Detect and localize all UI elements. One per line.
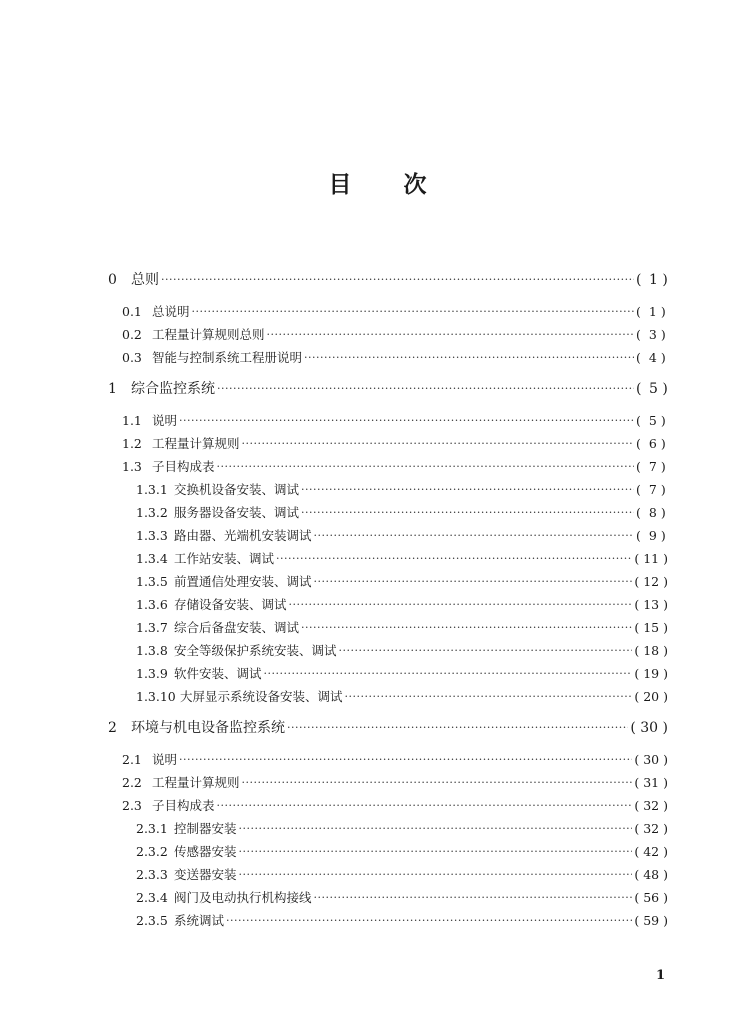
toc-entry-title: 工程量计算规则: [152, 436, 240, 451]
toc-page-ref: ( 56 ): [634, 888, 668, 908]
toc-page-number: 15: [643, 620, 660, 635]
toc-page-number: 30: [640, 720, 659, 736]
toc-section: [122, 457, 668, 477]
toc-entry-number: 2: [108, 720, 117, 736]
toc-leader-dots: [345, 687, 633, 707]
toc-entry-number: 1.3.9: [136, 666, 168, 681]
toc-page-number: 12: [643, 574, 660, 589]
toc-page-number: 18: [643, 643, 660, 658]
toc-entry-title: 阀门及电动执行机构接线: [174, 890, 312, 905]
toc-page-number: 42: [643, 844, 660, 859]
toc-page-number: 20: [643, 689, 660, 704]
toc-entry-number: 0.3: [122, 350, 142, 365]
toc-page-ref: ( 5 ): [636, 381, 668, 397]
toc-section: [122, 434, 668, 454]
toc-entry-title: 总说明: [152, 304, 190, 319]
toc-page-ref: ( 4 ): [636, 348, 668, 368]
toc-page-number: 13: [643, 597, 660, 612]
toc-leader-dots: [264, 664, 633, 684]
toc-leader-dots: [314, 526, 634, 546]
title-char: 次: [403, 171, 427, 198]
toc-entry-number: 0.1: [122, 304, 142, 319]
toc-page-number: 7: [648, 482, 657, 497]
toc-entry-title: 服务器设备安装、调试: [174, 505, 300, 520]
toc-entry-number: 1.3.10: [136, 689, 176, 704]
toc-section: [122, 750, 668, 770]
toc-section: [122, 773, 668, 793]
toc-chapter: [108, 718, 668, 738]
toc-entry-number: 2.3.5: [136, 913, 168, 928]
toc-page-ref: ( 11 ): [634, 549, 668, 569]
toc-section: [122, 325, 668, 345]
toc-page-ref: ( 8 ): [636, 503, 668, 523]
toc-subsection: [136, 911, 668, 931]
toc-entry-title: 传感器安装: [174, 844, 237, 859]
toc-entry-title: 系统调试: [174, 913, 225, 928]
toc-page-number: 48: [643, 867, 660, 882]
toc-leader-dots: [239, 842, 633, 862]
toc-leader-dots: [217, 379, 634, 399]
toc-section: [122, 411, 668, 431]
toc-entry-title: 交换机设备安装、调试: [174, 482, 300, 497]
toc-leader-dots: [239, 819, 633, 839]
toc-entry-number: 1.3.8: [136, 643, 168, 658]
toc-page-number: 56: [643, 890, 660, 905]
toc-leader-dots: [339, 641, 633, 661]
toc-entry-number: 1.1: [122, 413, 142, 428]
toc-page-ref: ( 7 ): [636, 480, 668, 500]
toc-leader-dots: [239, 865, 633, 885]
toc-entry-title: 存储设备安装、调试: [174, 597, 287, 612]
toc-leader-dots: [301, 503, 634, 523]
toc-entry-title: 安全等级保护系统安装、调试: [174, 643, 337, 658]
toc-entry-title: 软件安装、调试: [174, 666, 262, 681]
toc-page-ref: ( 31 ): [634, 773, 668, 793]
toc-page-number: 7: [648, 459, 657, 474]
toc-entry-number: 2.3.3: [136, 867, 168, 882]
toc-page-number: 19: [643, 666, 660, 681]
toc-entry-title: 总则: [131, 272, 159, 288]
toc-page-number: 32: [643, 798, 660, 813]
toc-subsection: [136, 888, 668, 908]
toc-entry-title: 控制器安装: [174, 821, 237, 836]
toc-section: [122, 302, 668, 322]
toc-subsection: [136, 480, 668, 500]
toc-entry-number: 2.1: [122, 752, 142, 767]
toc-entry-title: 综合监控系统: [131, 381, 215, 397]
toc-page-number: 3: [648, 327, 657, 342]
toc-section: [122, 348, 668, 368]
toc-entry-number: 0: [108, 272, 117, 288]
toc-page-ref: ( 59 ): [634, 911, 668, 931]
toc-subsection: [136, 526, 668, 546]
toc-leader-dots: [304, 348, 634, 368]
toc-page-ref: ( 13 ): [634, 595, 668, 615]
toc-leader-dots: [289, 595, 633, 615]
toc-entry-number: 1: [108, 381, 117, 397]
toc-entry-number: 2.3.2: [136, 844, 168, 859]
toc-entry-number: 2.3: [122, 798, 142, 813]
toc-page-ref: ( 12 ): [634, 572, 668, 592]
toc-leader-dots: [276, 549, 632, 569]
toc-entry-title: 变送器安装: [174, 867, 237, 882]
toc-leader-dots: [242, 773, 633, 793]
toc-page-ref: ( 48 ): [634, 865, 668, 885]
toc-entry-title: 环境与机电设备监控系统: [131, 720, 285, 736]
toc-subsection: [136, 664, 668, 684]
toc-page-ref: ( 5 ): [636, 411, 668, 431]
toc-entry-title: 工作站安装、调试: [174, 551, 275, 566]
toc-entry-title: 工程量计算规则总则: [152, 327, 265, 342]
toc-page-number: 8: [648, 505, 657, 520]
toc-page-number: 5: [648, 413, 657, 428]
toc-subsection: [136, 641, 668, 661]
toc-subsection: [136, 595, 668, 615]
toc-subsection: [136, 549, 668, 569]
toc-entry-number: 1.3.6: [136, 597, 168, 612]
toc-page-ref: ( 7 ): [636, 457, 668, 477]
toc-entry-title: 前置通信处理安装、调试: [174, 574, 312, 589]
toc-page-number: 31: [643, 775, 660, 790]
toc-entry-title: 说明: [152, 752, 178, 767]
toc-subsection: [136, 819, 668, 839]
toc-page-number: 6: [648, 436, 657, 451]
toc-page-ref: ( 3 ): [636, 325, 668, 345]
toc-leader-dots: [301, 480, 634, 500]
toc-entry-title: 路由器、光端机安装调试: [174, 528, 312, 543]
toc-page-number: 5: [649, 381, 658, 397]
toc-entry-number: 2.3.1: [136, 821, 168, 836]
toc-entry-number: 1.3.4: [136, 551, 168, 566]
toc-leader-dots: [301, 618, 632, 638]
toc-leader-dots: [226, 911, 632, 931]
toc-entry-number: 1.3: [122, 459, 142, 474]
toc-entry-number: 1.3.1: [136, 482, 168, 497]
toc-page-ref: ( 32 ): [634, 819, 668, 839]
toc-page-ref: ( 20 ): [634, 687, 668, 707]
toc-entry-title: 子目构成表: [152, 459, 215, 474]
toc-page-number: 30: [643, 752, 660, 767]
toc-leader-dots: [267, 325, 634, 345]
toc-chapter: [108, 379, 668, 399]
toc-entry-number: 0.2: [122, 327, 142, 342]
toc-page-number: 1: [649, 272, 658, 288]
toc-chapter: [108, 270, 668, 290]
toc-page-ref: ( 19 ): [634, 664, 668, 684]
toc-subsection: [136, 865, 668, 885]
toc-entry-title: 子目构成表: [152, 798, 215, 813]
toc-page-ref: ( 1 ): [636, 302, 668, 322]
toc-entry-number: 1.2: [122, 436, 142, 451]
toc-entry-title: 工程量计算规则: [152, 775, 240, 790]
toc-subsection: [136, 618, 668, 638]
toc-leader-dots: [161, 270, 634, 290]
toc-leader-dots: [314, 572, 633, 592]
toc-page-number: 1: [648, 304, 657, 319]
toc-entry-title: 说明: [152, 413, 178, 428]
toc-subsection: [136, 842, 668, 862]
toc-leader-dots: [179, 411, 634, 431]
toc-entry-number: 2.2: [122, 775, 142, 790]
toc-subsection: [136, 503, 668, 523]
toc-leader-dots: [287, 718, 628, 738]
toc-entry-title: 智能与控制系统工程册说明: [152, 350, 303, 365]
title-char: 目: [328, 171, 352, 198]
toc-page-number: 32: [643, 821, 660, 836]
toc-entry-title: 综合后备盘安装、调试: [174, 620, 300, 635]
toc-page-ref: ( 42 ): [634, 842, 668, 862]
toc-page-number: 59: [643, 913, 660, 928]
toc-page-ref: ( 6 ): [636, 434, 668, 454]
toc-entry-number: 1.3.7: [136, 620, 168, 635]
toc-page-number: 11: [643, 551, 660, 566]
toc-leader-dots: [242, 434, 634, 454]
toc-entry-number: 1.3.5: [136, 574, 168, 589]
toc-page-ref: ( 1 ): [636, 272, 668, 288]
toc-entry-number: 1.3.3: [136, 528, 168, 543]
toc-entry-number: 1.3.2: [136, 505, 168, 520]
toc-page-ref: ( 30 ): [630, 720, 668, 736]
toc-page-ref: ( 32 ): [634, 796, 668, 816]
toc-leader-dots: [192, 302, 634, 322]
toc-leader-dots: [217, 457, 634, 477]
toc-leader-dots: [179, 750, 632, 770]
toc-page-number: 9: [648, 528, 657, 543]
page-number: 1: [655, 968, 665, 983]
toc-leader-dots: [314, 888, 633, 908]
toc-page-ref: ( 15 ): [634, 618, 668, 638]
toc-subsection: [136, 687, 668, 707]
toc-page-ref: ( 9 ): [636, 526, 668, 546]
toc-entry-number: 2.3.4: [136, 890, 168, 905]
toc-entry-title: 大屏显示系统设备安装、调试: [180, 689, 343, 704]
toc-subsection: [136, 572, 668, 592]
toc-page-ref: ( 18 ): [634, 641, 668, 661]
toc-page-number: 4: [648, 350, 657, 365]
toc-section: [122, 796, 668, 816]
toc-page-ref: ( 30 ): [634, 750, 668, 770]
toc-leader-dots: [217, 796, 633, 816]
